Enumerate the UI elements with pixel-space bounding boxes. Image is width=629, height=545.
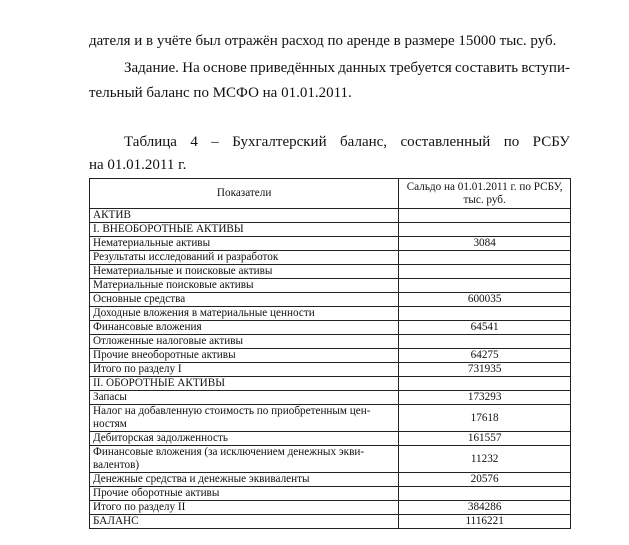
caption-word: 4 — [190, 134, 198, 150]
row-value — [399, 307, 571, 321]
row-name: Нематериальные и поисковые активы — [90, 265, 399, 279]
table-row — [90, 279, 571, 293]
word: основе — [203, 60, 247, 76]
row-value — [399, 223, 571, 237]
row-name: Отложенные налоговые активы — [90, 335, 399, 349]
table-row — [90, 446, 571, 473]
row-name: Дебиторская задолженность — [90, 432, 399, 446]
table-header-row — [90, 179, 571, 209]
row-value — [399, 251, 571, 265]
table-row — [90, 293, 571, 307]
row-name: Материальные поисковые активы — [90, 279, 399, 293]
row-name: Прочие оборотные активы — [90, 487, 399, 501]
word: составить — [455, 60, 519, 76]
row-name: I. ВНЕОБОРОТНЫЕ АКТИВЫ — [90, 223, 399, 237]
row-value — [399, 335, 571, 349]
header-name-cell: Показатели — [90, 179, 399, 209]
row-name-line: Финансовые вложения (за исключением денежных экви- — [93, 446, 365, 458]
row-name — [90, 446, 399, 473]
row-name: Запасы — [90, 391, 399, 405]
row-value: 17618 — [399, 405, 571, 432]
table-row — [90, 223, 571, 237]
table-row — [90, 473, 571, 487]
row-value: 600035 — [399, 293, 571, 307]
caption-word: Бухгалтерский — [232, 134, 327, 150]
paragraph-line-2 — [124, 59, 570, 77]
row-value: 384286 — [399, 501, 571, 515]
word: вступи- — [521, 60, 570, 76]
row-value: 64541 — [399, 321, 571, 335]
table-row — [90, 209, 571, 223]
caption-word: баланс, — [340, 134, 388, 150]
table-row — [90, 321, 571, 335]
row-value: 20576 — [399, 473, 571, 487]
table-row — [90, 349, 571, 363]
row-name: АКТИВ — [90, 209, 399, 223]
row-value: 161557 — [399, 432, 571, 446]
table-row — [90, 405, 571, 432]
table-row — [90, 487, 571, 501]
paragraph-line-3: тельный баланс по МСФО на 01.01.2011. — [89, 85, 352, 101]
caption-word: Таблица — [124, 134, 177, 150]
row-name-line: Налог на добавленную стоимость по приобретенным цен- — [93, 405, 371, 417]
word: Задание. — [124, 60, 179, 76]
table-caption-line-1 — [124, 133, 570, 151]
row-value — [399, 265, 571, 279]
balance-table — [89, 178, 571, 529]
table-row — [90, 515, 571, 529]
row-name: Нематериальные активы — [90, 237, 399, 251]
row-name — [90, 405, 399, 432]
row-name: II. ОБОРОТНЫЕ АКТИВЫ — [90, 377, 399, 391]
row-value: 11232 — [399, 446, 571, 473]
table-row — [90, 307, 571, 321]
table-row — [90, 251, 571, 265]
table-row — [90, 335, 571, 349]
row-value: 64275 — [399, 349, 571, 363]
table-row — [90, 237, 571, 251]
row-name: Прочие внеоборотные активы — [90, 349, 399, 363]
row-name: Результаты исследований и разработок — [90, 251, 399, 265]
row-value — [399, 279, 571, 293]
word: На — [182, 60, 200, 76]
row-value: 3084 — [399, 237, 571, 251]
row-value — [399, 487, 571, 501]
row-name: Итого по разделу I — [90, 363, 399, 377]
row-name-line: валентов) — [93, 459, 140, 471]
table-row — [90, 265, 571, 279]
row-name-line: ностям — [93, 418, 127, 430]
table-caption-line-2: на 01.01.2011 г. — [89, 157, 187, 173]
row-value — [399, 377, 571, 391]
caption-word: РСБУ — [532, 134, 570, 150]
row-name: Доходные вложения в материальные ценности — [90, 307, 399, 321]
table-row — [90, 391, 571, 405]
row-name: Итого по разделу II — [90, 501, 399, 515]
table-row — [90, 377, 571, 391]
paragraph-line-1: дателя и в учёте был отражён расход по аренде в размере 15000 тыс. руб. — [89, 33, 557, 49]
table-row — [90, 363, 571, 377]
row-name: БАЛАНС — [90, 515, 399, 529]
word: приведённых — [250, 60, 335, 76]
table-row — [90, 432, 571, 446]
caption-word: – — [211, 134, 219, 150]
header-value-cell: Сальдо на 01.01.2011 г. по РСБУ, тыс. руб. — [399, 179, 571, 209]
caption-word: составленный — [400, 134, 491, 150]
row-value — [399, 209, 571, 223]
row-name: Основные средства — [90, 293, 399, 307]
row-value: 731935 — [399, 363, 571, 377]
row-name: Денежные средства и денежные эквиваленты — [90, 473, 399, 487]
caption-word: по — [503, 134, 520, 150]
word: требуется — [389, 60, 452, 76]
row-value: 1116221 — [399, 515, 571, 529]
word: данных — [338, 60, 387, 76]
row-value: 173293 — [399, 391, 571, 405]
table-row — [90, 501, 571, 515]
row-name: Финансовые вложения — [90, 321, 399, 335]
